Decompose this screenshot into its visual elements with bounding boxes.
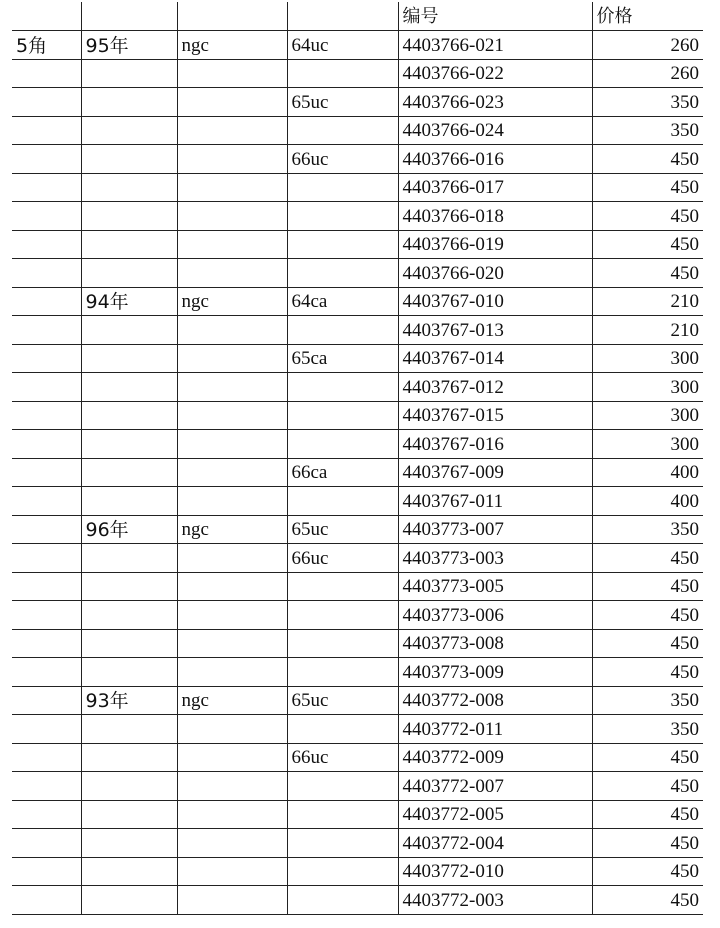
cell-serial-number: 4403773-007 — [398, 515, 592, 544]
cell-denomination — [12, 886, 81, 915]
cell-grading-agency — [177, 857, 287, 886]
cell-denomination — [12, 401, 81, 430]
cell-serial-number: 4403772-003 — [398, 886, 592, 915]
cell-year — [81, 344, 177, 373]
cell-year: 95年 — [81, 31, 177, 60]
cell-grading-agency — [177, 145, 287, 174]
table-row — [12, 829, 703, 858]
cell-year — [81, 373, 177, 402]
cell-denomination — [12, 316, 81, 345]
cell-serial-number: 4403767-016 — [398, 430, 592, 459]
cell-serial-number: 4403772-011 — [398, 715, 592, 744]
cell-year — [81, 800, 177, 829]
table-row — [12, 886, 703, 915]
cell-price: 400 — [592, 487, 703, 516]
cell-grading-agency — [177, 230, 287, 259]
cell-year: 93年 — [81, 686, 177, 715]
cell-serial-number: 4403766-023 — [398, 88, 592, 117]
table-row — [12, 857, 703, 886]
cell-year — [81, 401, 177, 430]
cell-price: 400 — [592, 458, 703, 487]
cell-price: 300 — [592, 373, 703, 402]
cell-denomination — [12, 259, 81, 288]
cell-serial-number: 4403773-009 — [398, 658, 592, 687]
cell-grade — [287, 658, 398, 687]
cell-serial-number: 4403767-009 — [398, 458, 592, 487]
table-row — [12, 316, 703, 345]
cell-year — [81, 173, 177, 202]
cell-price: 450 — [592, 230, 703, 259]
cell-year — [81, 743, 177, 772]
cell-grade — [287, 373, 398, 402]
cell-year: 96年 — [81, 515, 177, 544]
cell-price: 450 — [592, 886, 703, 915]
cell-serial-number: 4403772-008 — [398, 686, 592, 715]
cell-serial-number: 4403773-003 — [398, 544, 592, 573]
cell-price: 350 — [592, 88, 703, 117]
cell-grading-agency: ngc — [177, 287, 287, 316]
cell-grade: 65uc — [287, 515, 398, 544]
table-row — [12, 515, 703, 544]
cell-denomination: 5角 — [12, 31, 81, 60]
table-row — [12, 202, 703, 231]
cell-grade — [287, 316, 398, 345]
cell-grade — [287, 572, 398, 601]
table-row — [12, 658, 703, 687]
cell-serial-number: 4403766-021 — [398, 31, 592, 60]
cell-grading-agency — [177, 658, 287, 687]
cell-denomination — [12, 373, 81, 402]
cell-price: 450 — [592, 829, 703, 858]
cell-grading-agency — [177, 629, 287, 658]
cell-year — [81, 829, 177, 858]
cell-serial-number: 4403767-015 — [398, 401, 592, 430]
cell-price: 210 — [592, 287, 703, 316]
table-body — [12, 31, 703, 915]
cell-grade — [287, 601, 398, 630]
table-row — [12, 259, 703, 288]
cell-serial-number: 4403766-016 — [398, 145, 592, 174]
cell-grade — [287, 230, 398, 259]
table-row — [12, 572, 703, 601]
cell-grade — [287, 800, 398, 829]
cell-grading-agency — [177, 202, 287, 231]
header-year — [81, 2, 177, 31]
cell-serial-number: 4403767-013 — [398, 316, 592, 345]
cell-grade — [287, 829, 398, 858]
cell-price: 350 — [592, 686, 703, 715]
cell-price: 450 — [592, 743, 703, 772]
cell-price: 300 — [592, 401, 703, 430]
cell-year — [81, 658, 177, 687]
cell-grading-agency: ngc — [177, 686, 287, 715]
cell-denomination — [12, 743, 81, 772]
cell-grade: 64ca — [287, 287, 398, 316]
table-row — [12, 116, 703, 145]
header-price: 价格 — [592, 2, 703, 31]
cell-denomination — [12, 829, 81, 858]
cell-grading-agency — [177, 715, 287, 744]
header-serial: 编号 — [398, 2, 592, 31]
cell-serial-number: 4403766-018 — [398, 202, 592, 231]
cell-price: 300 — [592, 430, 703, 459]
cell-denomination — [12, 544, 81, 573]
table-row — [12, 373, 703, 402]
cell-year — [81, 629, 177, 658]
table-row — [12, 344, 703, 373]
cell-grade: 66uc — [287, 145, 398, 174]
cell-grading-agency — [177, 430, 287, 459]
cell-denomination — [12, 202, 81, 231]
cell-serial-number: 4403766-019 — [398, 230, 592, 259]
cell-price: 350 — [592, 515, 703, 544]
cell-year: 94年 — [81, 287, 177, 316]
cell-year — [81, 886, 177, 915]
table-row — [12, 686, 703, 715]
cell-denomination — [12, 59, 81, 88]
header-agency — [177, 2, 287, 31]
cell-year — [81, 715, 177, 744]
table-row — [12, 230, 703, 259]
cell-grading-agency — [177, 829, 287, 858]
cell-price: 260 — [592, 31, 703, 60]
cell-grading-agency — [177, 173, 287, 202]
cell-grade: 66ca — [287, 458, 398, 487]
cell-grade — [287, 772, 398, 801]
cell-year — [81, 259, 177, 288]
cell-grade — [287, 202, 398, 231]
cell-denomination — [12, 458, 81, 487]
cell-serial-number: 4403772-004 — [398, 829, 592, 858]
cell-price: 450 — [592, 857, 703, 886]
cell-grading-agency — [177, 373, 287, 402]
cell-grade — [287, 59, 398, 88]
cell-serial-number: 4403773-006 — [398, 601, 592, 630]
price-table — [12, 2, 703, 915]
cell-grade — [287, 487, 398, 516]
cell-year — [81, 857, 177, 886]
cell-year — [81, 59, 177, 88]
cell-grading-agency — [177, 601, 287, 630]
cell-denomination — [12, 658, 81, 687]
cell-grading-agency — [177, 59, 287, 88]
cell-denomination — [12, 629, 81, 658]
cell-serial-number: 4403773-005 — [398, 572, 592, 601]
cell-year — [81, 601, 177, 630]
cell-grade — [287, 857, 398, 886]
cell-grading-agency — [177, 743, 287, 772]
table-row — [12, 88, 703, 117]
cell-serial-number: 4403766-022 — [398, 59, 592, 88]
cell-serial-number: 4403772-009 — [398, 743, 592, 772]
cell-price: 450 — [592, 658, 703, 687]
cell-year — [81, 145, 177, 174]
cell-grading-agency — [177, 316, 287, 345]
cell-denomination — [12, 800, 81, 829]
cell-serial-number: 4403773-008 — [398, 629, 592, 658]
cell-year — [81, 316, 177, 345]
cell-denomination — [12, 572, 81, 601]
table-row — [12, 629, 703, 658]
table-row — [12, 59, 703, 88]
cell-denomination — [12, 715, 81, 744]
cell-price: 450 — [592, 800, 703, 829]
cell-grading-agency: ngc — [177, 515, 287, 544]
cell-denomination — [12, 430, 81, 459]
cell-grading-agency — [177, 487, 287, 516]
cell-year — [81, 202, 177, 231]
cell-grading-agency — [177, 800, 287, 829]
table-row — [12, 800, 703, 829]
cell-serial-number: 4403772-010 — [398, 857, 592, 886]
cell-serial-number: 4403772-005 — [398, 800, 592, 829]
table-row — [12, 458, 703, 487]
cell-year — [81, 88, 177, 117]
cell-denomination — [12, 857, 81, 886]
cell-grade: 66uc — [287, 743, 398, 772]
cell-grade — [287, 430, 398, 459]
cell-grading-agency — [177, 116, 287, 145]
table-row — [12, 544, 703, 573]
cell-denomination — [12, 173, 81, 202]
header-row — [12, 2, 703, 31]
cell-denomination — [12, 601, 81, 630]
cell-grading-agency — [177, 886, 287, 915]
cell-serial-number: 4403767-014 — [398, 344, 592, 373]
cell-price: 450 — [592, 572, 703, 601]
table-row — [12, 601, 703, 630]
cell-price: 450 — [592, 629, 703, 658]
cell-denomination — [12, 344, 81, 373]
cell-denomination — [12, 287, 81, 316]
cell-denomination — [12, 487, 81, 516]
cell-grade — [287, 629, 398, 658]
cell-year — [81, 572, 177, 601]
cell-price: 450 — [592, 145, 703, 174]
cell-denomination — [12, 686, 81, 715]
cell-serial-number: 4403767-012 — [398, 373, 592, 402]
cell-grade — [287, 886, 398, 915]
table-row — [12, 430, 703, 459]
cell-serial-number: 4403772-007 — [398, 772, 592, 801]
header-denomination — [12, 2, 81, 31]
header-grade — [287, 2, 398, 31]
cell-year — [81, 772, 177, 801]
table-row — [12, 487, 703, 516]
cell-grade — [287, 401, 398, 430]
cell-price: 450 — [592, 772, 703, 801]
cell-price: 450 — [592, 202, 703, 231]
cell-denomination — [12, 230, 81, 259]
cell-grading-agency — [177, 401, 287, 430]
cell-serial-number: 4403767-010 — [398, 287, 592, 316]
cell-grading-agency — [177, 259, 287, 288]
cell-price: 450 — [592, 259, 703, 288]
cell-grade — [287, 259, 398, 288]
cell-grading-agency — [177, 544, 287, 573]
cell-price: 450 — [592, 173, 703, 202]
cell-grading-agency — [177, 344, 287, 373]
table-row — [12, 772, 703, 801]
table-row — [12, 401, 703, 430]
cell-serial-number: 4403766-020 — [398, 259, 592, 288]
table-row — [12, 287, 703, 316]
cell-grading-agency — [177, 772, 287, 801]
cell-price: 350 — [592, 116, 703, 145]
cell-year — [81, 458, 177, 487]
cell-price: 210 — [592, 316, 703, 345]
table-row — [12, 31, 703, 60]
cell-grade: 66uc — [287, 544, 398, 573]
cell-year — [81, 487, 177, 516]
cell-price: 350 — [592, 715, 703, 744]
cell-denomination — [12, 145, 81, 174]
cell-grade: 65uc — [287, 88, 398, 117]
table-row — [12, 173, 703, 202]
cell-grade — [287, 715, 398, 744]
table-row — [12, 743, 703, 772]
cell-grade — [287, 173, 398, 202]
cell-price: 450 — [592, 601, 703, 630]
cell-year — [81, 430, 177, 459]
cell-denomination — [12, 88, 81, 117]
cell-price: 450 — [592, 544, 703, 573]
cell-denomination — [12, 116, 81, 145]
cell-grading-agency — [177, 88, 287, 117]
cell-price: 300 — [592, 344, 703, 373]
cell-year — [81, 544, 177, 573]
cell-year — [81, 230, 177, 259]
cell-grading-agency — [177, 572, 287, 601]
cell-year — [81, 116, 177, 145]
cell-grading-agency: ngc — [177, 31, 287, 60]
cell-serial-number: 4403766-024 — [398, 116, 592, 145]
cell-denomination — [12, 515, 81, 544]
cell-grade: 64uc — [287, 31, 398, 60]
cell-serial-number: 4403766-017 — [398, 173, 592, 202]
table-row — [12, 145, 703, 174]
cell-price: 260 — [592, 59, 703, 88]
cell-grade: 65uc — [287, 686, 398, 715]
cell-grade — [287, 116, 398, 145]
cell-grade: 65ca — [287, 344, 398, 373]
cell-denomination — [12, 772, 81, 801]
cell-grading-agency — [177, 458, 287, 487]
cell-serial-number: 4403767-011 — [398, 487, 592, 516]
table-row — [12, 715, 703, 744]
